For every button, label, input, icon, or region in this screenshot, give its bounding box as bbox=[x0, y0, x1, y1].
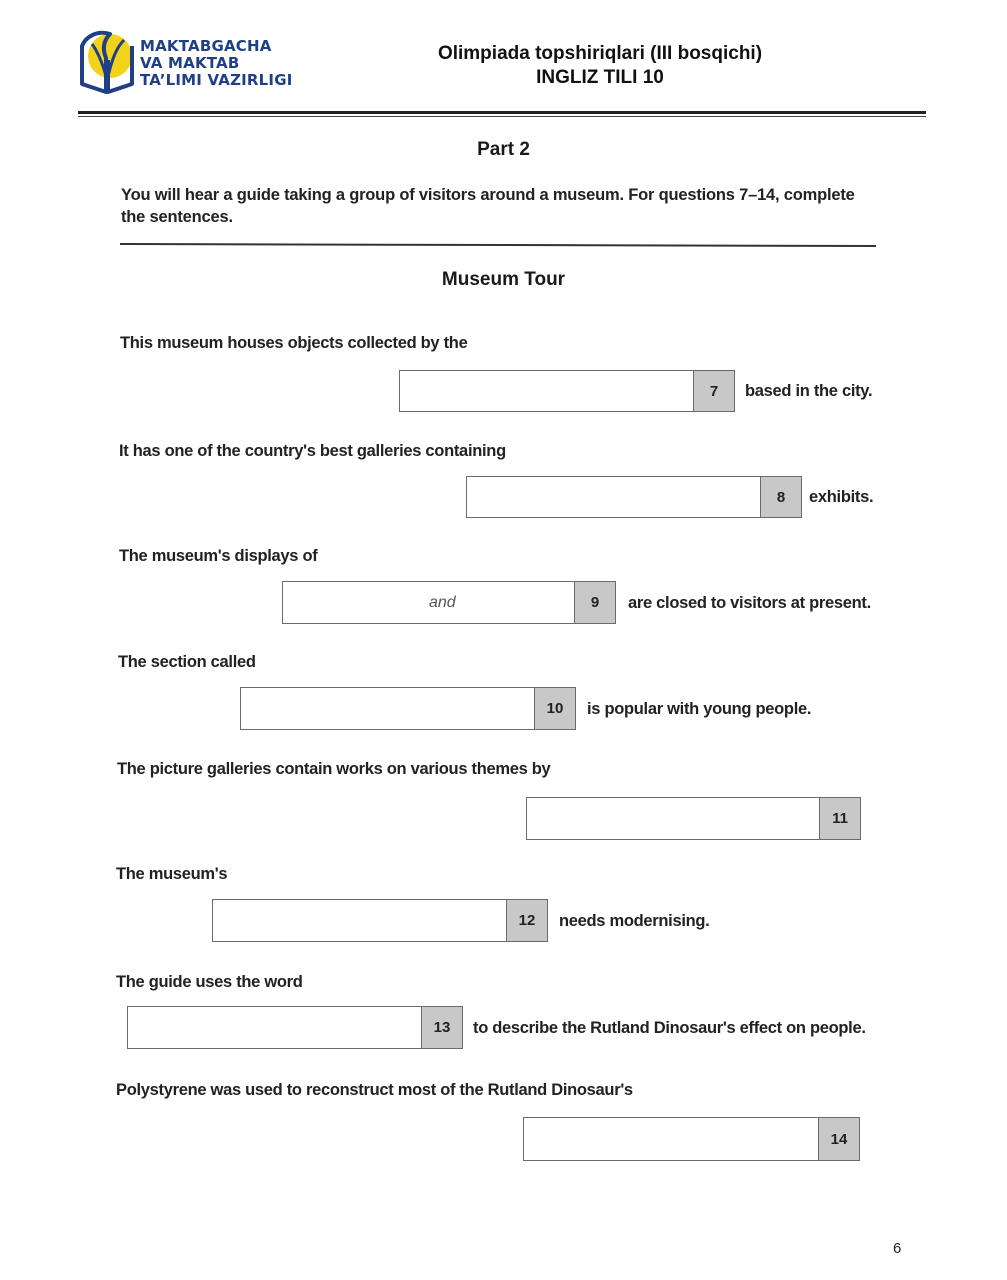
page-number: 6 bbox=[893, 1240, 902, 1257]
question-12-after: needs modernising. bbox=[559, 912, 710, 930]
instructions-text-after: , complete the sentences. bbox=[121, 186, 855, 226]
header-title-line-1: Olimpiada topshiriqlari (III bosqichi) bbox=[437, 43, 763, 64]
question-7-after: based in the city. bbox=[745, 382, 873, 400]
instructions bbox=[121, 184, 881, 228]
question-14-prompt: Polystyrene was used to reconstruct most of the Rutland Dinosaur's bbox=[116, 1081, 633, 1099]
answer-number-11: 11 bbox=[819, 798, 860, 839]
instructions-text-before: You will hear a guide taking a group of visitors around a museum. For questions bbox=[121, 186, 740, 204]
header-title bbox=[380, 42, 820, 90]
answer-box-10[interactable] bbox=[240, 687, 576, 730]
answer-box-12[interactable] bbox=[212, 899, 548, 942]
answer-box-9[interactable] bbox=[282, 581, 616, 624]
header-title-line-2: INGLIZ TILI 10 bbox=[536, 67, 664, 88]
answer-number-7: 7 bbox=[693, 371, 734, 411]
part-title: Part 2 bbox=[477, 139, 530, 160]
answer-box-11[interactable] bbox=[526, 797, 861, 840]
answer-box-14[interactable] bbox=[523, 1117, 860, 1161]
answer-number-10: 10 bbox=[534, 688, 575, 729]
logo-line-1: MAKTABGACHA bbox=[140, 37, 272, 55]
answer-box-8[interactable] bbox=[466, 476, 802, 518]
header-divider-thin bbox=[78, 116, 926, 117]
question-range: 7–14 bbox=[739, 186, 776, 204]
question-8-after: exhibits. bbox=[809, 488, 874, 506]
question-10-after: is popular with young people. bbox=[587, 700, 812, 718]
answer-number-13: 13 bbox=[421, 1007, 462, 1048]
question-8-prompt: It has one of the country's best galleries containing bbox=[119, 442, 506, 460]
answer-number-8: 8 bbox=[760, 477, 801, 517]
answer-hint-and: and bbox=[429, 593, 456, 611]
question-12-prompt: The museum's bbox=[116, 865, 228, 883]
header-divider bbox=[78, 111, 926, 114]
logo-text bbox=[140, 38, 293, 89]
logo-line-3: TA’LIMI VAZIRLIGI bbox=[140, 71, 293, 89]
question-13-prompt: The guide uses the word bbox=[116, 973, 303, 991]
answer-number-12: 12 bbox=[506, 900, 547, 941]
answer-number-9: 9 bbox=[574, 582, 615, 623]
logo-emblem-icon bbox=[76, 26, 136, 98]
question-9-after: are closed to visitors at present. bbox=[628, 594, 871, 612]
section-title: Museum Tour bbox=[441, 269, 566, 290]
answer-box-13[interactable] bbox=[127, 1006, 463, 1049]
question-11-prompt: The picture galleries contain works on various themes by bbox=[117, 760, 551, 778]
question-10-prompt: The section called bbox=[118, 653, 256, 671]
answer-number-14: 14 bbox=[818, 1118, 859, 1160]
question-7-prompt: This museum houses objects collected by the bbox=[120, 334, 468, 352]
question-9-prompt: The museum's displays of bbox=[119, 547, 318, 565]
section-divider bbox=[120, 243, 876, 247]
logo-line-2: VA MAKTAB bbox=[140, 54, 240, 72]
answer-box-7[interactable] bbox=[399, 370, 735, 412]
question-13-after: to describe the Rutland Dinosaur's effect on people. bbox=[473, 1019, 866, 1037]
